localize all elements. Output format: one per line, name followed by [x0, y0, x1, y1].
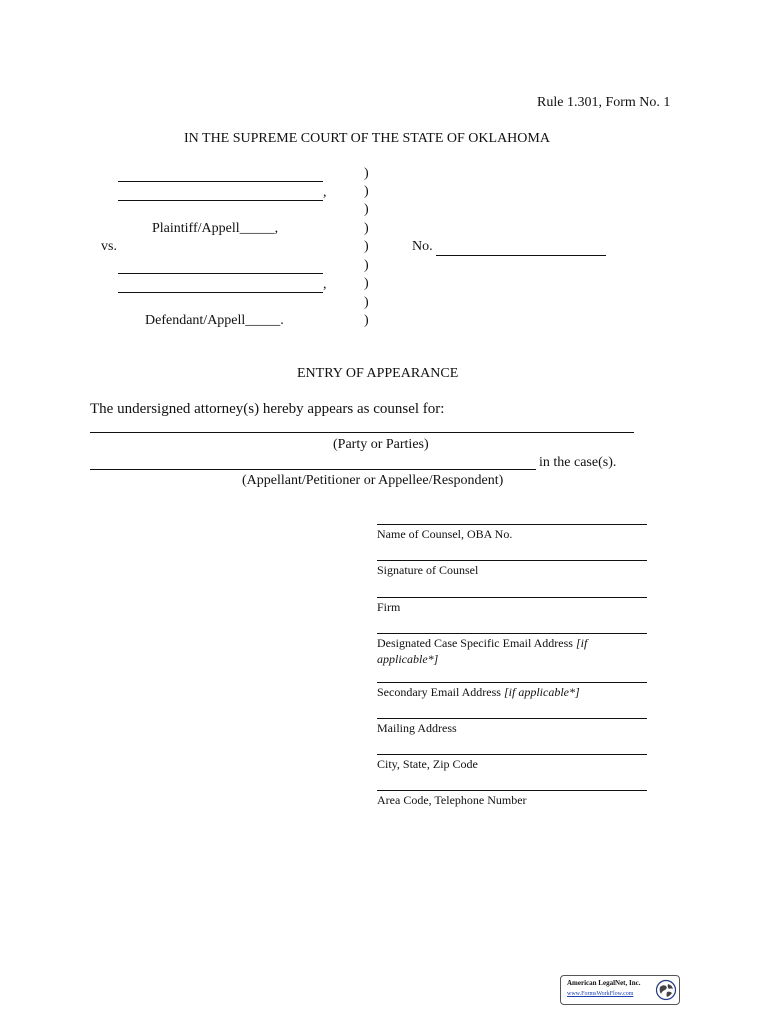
firm-label: Firm [377, 600, 401, 614]
caption-paren: ) [364, 184, 369, 199]
defendant-label: Defendant/Appell_____. [145, 313, 284, 328]
plaintiff-name-line-2[interactable] [118, 200, 323, 201]
email-secondary-label [377, 684, 580, 700]
email-main-text: Designated Case Specific Email Address [377, 636, 573, 650]
mailing-address-label: Mailing Address [377, 721, 457, 735]
party-caption: (Party or Parties) [333, 437, 429, 452]
caption-paren: ) [364, 202, 369, 217]
telephone-label: Area Code, Telephone Number [377, 793, 527, 807]
city-state-zip-label: City, State, Zip Code [377, 757, 478, 771]
counsel-name-line[interactable] [377, 524, 647, 525]
caption-paren: ) [364, 258, 369, 273]
mailing-address-line[interactable] [377, 718, 647, 719]
caption-paren: ) [364, 276, 369, 291]
plaintiff-comma: , [323, 185, 327, 200]
publisher-url[interactable]: www.FormsWorkFlow.com [567, 991, 634, 997]
role-line[interactable] [90, 469, 536, 470]
firm-line[interactable] [377, 597, 647, 598]
signature-line[interactable] [377, 560, 647, 561]
publisher-logo[interactable] [560, 975, 680, 1005]
globe-icon [655, 979, 677, 1001]
caption-paren: ) [364, 295, 369, 310]
defendant-name-line-1[interactable] [118, 273, 323, 274]
defendant-comma: , [323, 277, 327, 292]
email-main-note-2: applicable*] [377, 652, 439, 666]
party-line[interactable] [90, 432, 634, 433]
form-title: ENTRY OF APPEARANCE [297, 366, 459, 381]
email-secondary-line[interactable] [377, 682, 647, 683]
intro-text: The undersigned attorney(s) hereby appears as counsel for: [90, 401, 445, 417]
signature-label: Signature of Counsel [377, 563, 479, 577]
plaintiff-label: Plaintiff/Appell_____, [152, 221, 279, 236]
court-heading: IN THE SUPREME COURT OF THE STATE OF OKLAHOMA [184, 131, 550, 146]
role-caption: (Appellant/Petitioner or Appellee/Respondent) [242, 473, 504, 488]
email-main-note-continued [377, 651, 438, 667]
email-main-line[interactable] [377, 633, 647, 634]
caption-paren: ) [364, 221, 369, 236]
case-number-label: No. [412, 239, 433, 254]
plaintiff-name-line-1[interactable] [118, 181, 323, 182]
in-case-text: in the case(s). [539, 455, 617, 470]
email-main-label [377, 635, 587, 651]
caption-paren: ) [364, 239, 369, 254]
caption-paren: ) [364, 166, 369, 181]
email-secondary-text: Secondary Email Address [377, 685, 501, 699]
vs-label: vs. [101, 239, 117, 254]
email-main-note: [if [575, 636, 588, 650]
counsel-name-label: Name of Counsel, OBA No. [377, 527, 513, 541]
defendant-name-line-2[interactable] [118, 292, 323, 293]
case-number-line[interactable] [436, 255, 606, 256]
caption-paren: ) [364, 313, 369, 328]
city-state-zip-line[interactable] [377, 754, 647, 755]
rule-reference: Rule 1.301, Form No. 1 [537, 95, 671, 110]
email-secondary-note: [if applicable*] [503, 685, 580, 699]
telephone-line[interactable] [377, 790, 647, 791]
publisher-name: American LegalNet, Inc. [567, 979, 641, 987]
